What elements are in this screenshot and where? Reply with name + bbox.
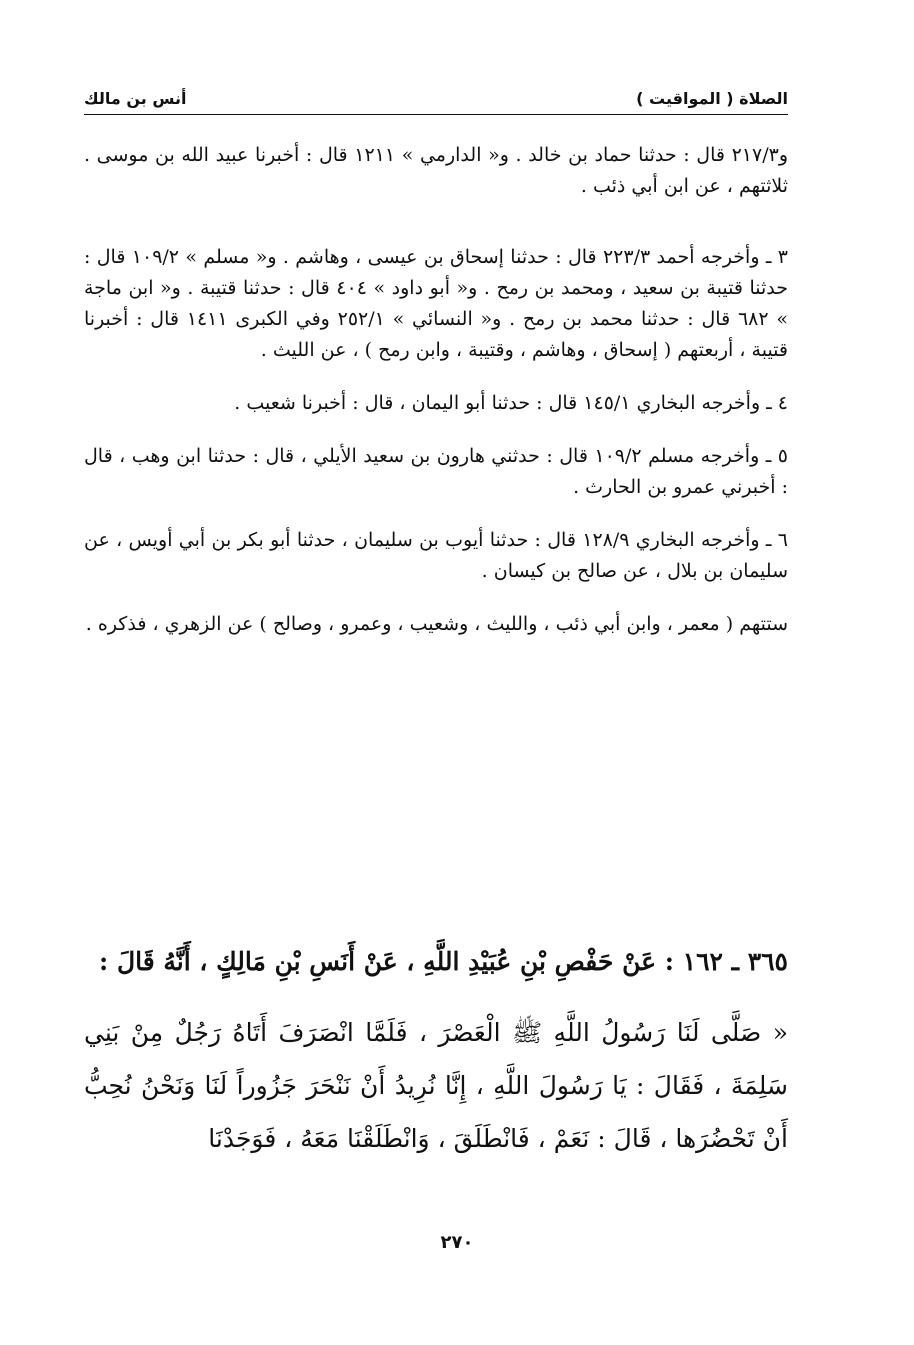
hadith-text: « صَلَّى لَنَا رَسُولُ اللَّهِ ﷺ الْعَصْرَ ، فَلَمَّا انْصَرَفَ أَتَاهُ رَجُلٌ مِنْ بَنِي سَلِمَةَ ، فَقَالَ : يَا رَسُولَ اللَّهِ ، إِنَّا نُرِيدُ أَنْ نَنْحَرَ جَزُوراً لَنَا وَنَحْنُ نُحِبُّ أَنْ تَحْضُرَها ، قَالَ : نَعَمْ ، فَانْطَلَقَ ، وَانْطَلَقْنَا مَعَهُ ، فَوَجَدْنَا xyxy=(84,1018,788,1153)
footnotes-block xyxy=(84,140,788,662)
hadith-heading: ٣٦٥ ـ ١٦٢ : عَنْ حَفْصِ بْنِ عُبَيْدِ اللَّهِ ، عَنْ أَنَسِ بْنِ مَالِكٍ ، أَنَّهُ قَالَ : xyxy=(99,947,788,976)
chapter-title: الصلاة ( المواقيت ) xyxy=(630,88,788,110)
note-paragraph: ٣ ـ وأخرجه أحمد ٢٢٣/٣ قال : حدثنا إسحاق بن عيسى ، وهاشم . و« مسلم » ١٠٩/٢ قال : حدثنا قتيبة بن سعيد ، ومحمد بن رمح . و« أبو داود » ٤٠٤ قال : حدثنا قتيبة . و« ابن ماجة » ٦٨٢ قال : حدثنا محمد بن رمح . و« النسائي » ٢٥٢/١ وفي الكبرى ١٤١١ قال : أخبرنا قتيبة ، أربعتهم ( إسحاق ، وهاشم ، وقتيبة ، وابن رمح ) ، عن الليث . xyxy=(84,246,788,361)
hadith-block xyxy=(84,942,788,1165)
note-paragraph: ٤ ـ وأخرجه البخاري ١٤٥/١ قال : حدثنا أبو اليمان ، قال : أخبرنا شعيب . xyxy=(234,392,788,414)
note-paragraph: و٢١٧/٣ قال : حدثنا حماد بن خالد . و« الدارمي » ١٢١١ قال : أخبرنا عبيد الله بن موسى . ثلاثتهم ، عن ابن أبي ذئب . xyxy=(84,144,788,197)
note-paragraph: ٦ ـ وأخرجه البخاري ١٢٨/٩ قال : حدثنا أيوب بن سليمان ، حدثنا أبو بكر بن أبي أويس ، عن سليمان بن بلال ، عن صالح بن كيسان . xyxy=(84,529,788,582)
section-title: أنس بن مالك xyxy=(84,88,192,110)
note-paragraph: ٥ ـ وأخرجه مسلم ١٠٩/٢ قال : حدثني هارون بن سعيد الأيلي ، قال : حدثنا ابن وهب ، قال : أخبرني عمرو بن الحارث . xyxy=(84,445,788,498)
page-number: ٢٧٠ xyxy=(440,1232,474,1253)
running-header xyxy=(84,88,788,115)
note-paragraph: ستتهم ( معمر ، وابن أبي ذئب ، والليث ، وشعيب ، وعمرو ، وصالح ) عن الزهري ، فذكره . xyxy=(85,613,788,635)
